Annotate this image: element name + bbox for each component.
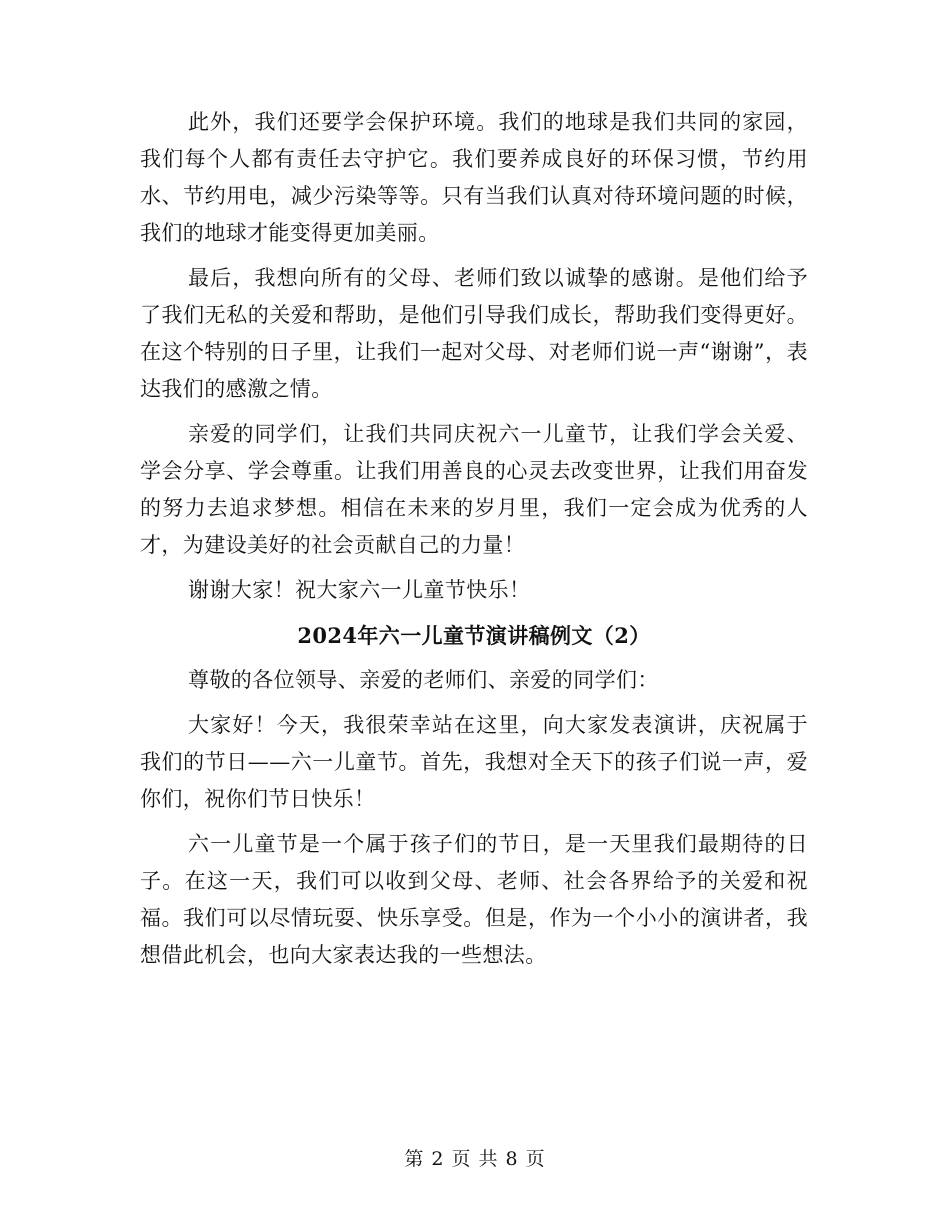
paragraph-greeting: 大家好！今天，我很荣幸站在这里，向大家发表演讲，庆祝属于我们的节日——六一儿童节。首先，我想对全天下的孩子们说一声，爱你们，祝你们节日快乐！ <box>140 713 808 811</box>
paragraph-environment: 此外，我们还要学会保护环境。我们的地球是我们共同的家园，我们每个人都有责任去守护它。我们要养成良好的环保习惯，节约用水、节约用电，减少污染等等。只有当我们认真对待环境问题的时候，我们的地球才能变得更加美丽。 <box>140 110 808 245</box>
document-body <box>140 104 808 974</box>
page-number: 第 2 页 共 8 页 <box>404 1148 546 1170</box>
paragraph-salutation: 尊敬的各位领导、亲爱的老师们、亲爱的同学们： <box>188 668 659 692</box>
paragraph-childrens-day: 六一儿童节是一个属于孩子们的节日，是一天里我们最期待的日子。在这一天，我们可以收到父母、老师、社会各界给予的关爱和祝福。我们可以尽情玩耍、快乐享受。但是，作为一个小小的演讲者，我想借此机会，也向大家表达我的一些想法。 <box>140 832 808 967</box>
section-title: 2024年六一儿童节演讲稿例文（2） <box>297 623 651 648</box>
paragraph-celebrate: 亲爱的同学们，让我们共同庆祝六一儿童节，让我们学会关爱、学会分享、学会尊重。让我们用善良的心灵去改变世界，让我们用奋发的努力去追求梦想。相信在未来的岁月里，我们一定会成为优秀的人才，为建设美好的社会贡献自己的力量！ <box>140 422 808 557</box>
paragraph-closing: 谢谢大家！祝大家六一儿童节快乐！ <box>188 578 531 602</box>
paragraph-thanks-parents-teachers: 最后，我想向所有的父母、老师们致以诚挚的感谢。是他们给予了我们无私的关爱和帮助，是他们引导我们成长，帮助我们变得更好。在这个特别的日子里，让我们一起对父母、对老师们说一声“谢谢”，表达我们的感激之情。 <box>140 266 808 401</box>
